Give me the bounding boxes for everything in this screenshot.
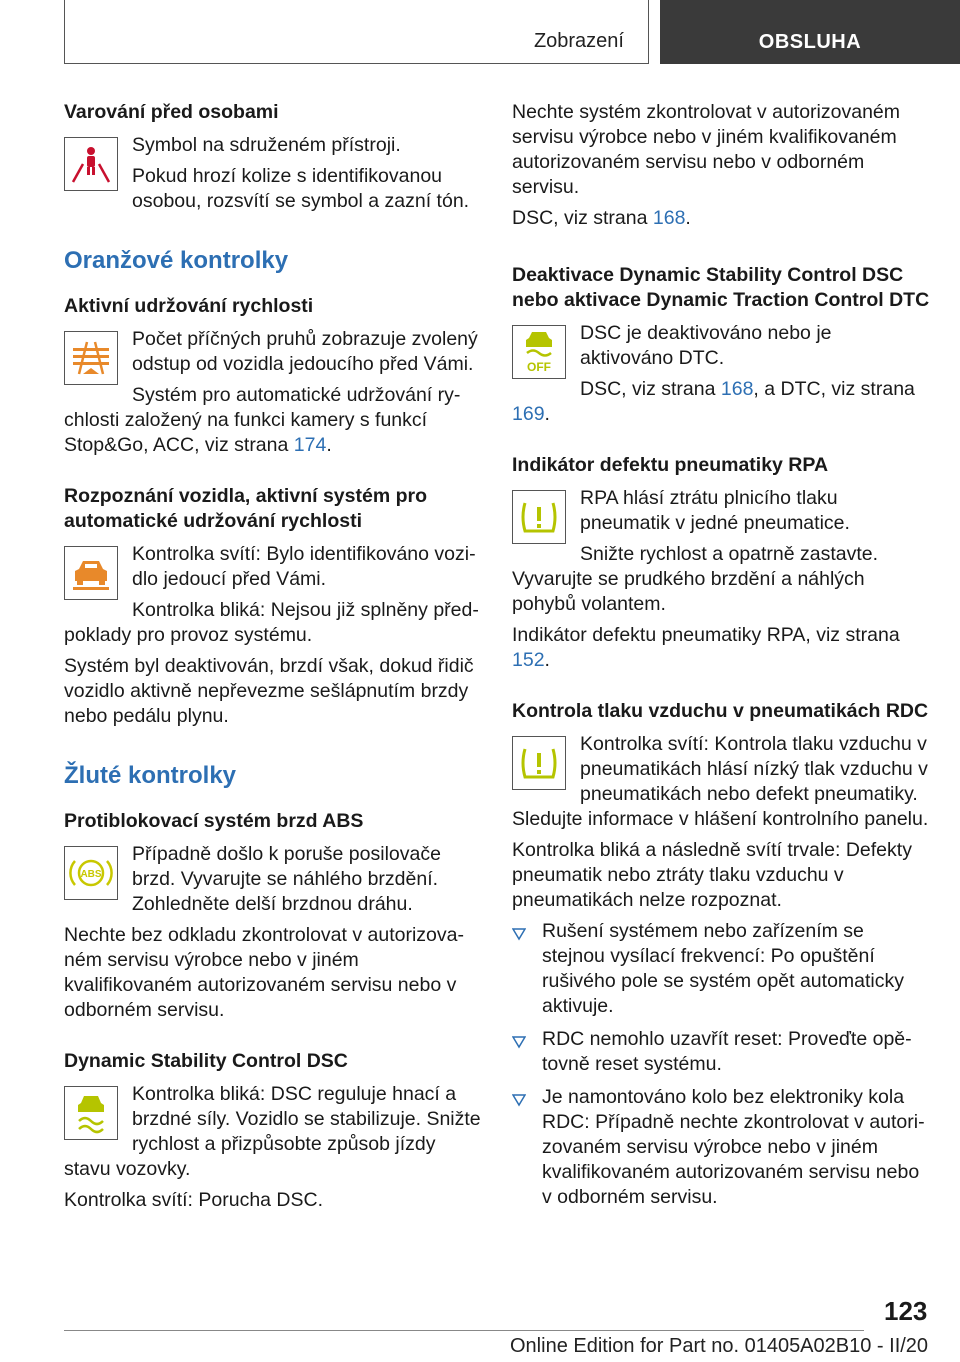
bullet-text: RDC nemohlo uzavřít reset: Proveďte opětovně reset systému. [542, 1028, 912, 1075]
heading-active-cruise: Aktivní udržování rychlosti [64, 295, 314, 317]
dsc-text-4 [512, 206, 930, 231]
rpa-text-2: Snižte rychlost a opatrně zastavte. Vyvarujte se prudkého brzdění a náhlých pohybů volantem. [512, 543, 879, 615]
dsc-text-4-post: . [685, 207, 691, 229]
dsc-off-block [512, 321, 930, 427]
vehicle-block [64, 542, 482, 729]
bullet-text: Rušení systémem nebo zařízením se stejnou vysílací frekvencí: Po opuštění rušivého pole se systém opět automaticky aktivuje. [542, 920, 905, 1017]
abs-text-1: Případně došlo k poruše posilovače brzd. Vyvarujte se náhlého brzdění. Zohledněte delší brzdnou dráhu. [132, 843, 441, 915]
cruise-text-2-pre: Systém pro automatické udržování rychlosti založený na funkci kamery s funkcí Stop&Go, ACC, viz strana [64, 384, 461, 456]
heading-orange-lights: Oranžové kontrolky [64, 247, 289, 274]
page-link-169[interactable]: 169 [512, 403, 545, 425]
svg-text:ABS: ABS [80, 869, 102, 880]
dsc-skid-icon [64, 1086, 118, 1140]
rpa-text-3-post: . [544, 649, 550, 671]
heading-yellow-lights: Žluté kontrolky [64, 762, 237, 789]
abs-block [64, 842, 482, 1023]
heading-rdc: Kontrola tlaku vzduchu v pneumatikách RDC [512, 700, 929, 722]
left-column [64, 100, 482, 1219]
dsc-off-text-2 [512, 377, 930, 427]
dsc-off-text-2-c: . [544, 403, 550, 425]
abs-icon [64, 846, 118, 900]
vehicle-text-3: Systém byl deaktivován, brzdí však, dokud řidič vozidlo aktivně nepřevezme sešlápnutím brzdy nebo pedálu plynu. [64, 655, 474, 727]
list-item [512, 1085, 930, 1210]
heading-dsc: Dynamic Stability Control DSC [64, 1050, 348, 1072]
rdc-text-2: Kontrolka bliká a následně svítí trvale: Defekty pneumatik nebo ztráty tlaku vzduchu v pneumatikách nelze rozpoznat. [512, 839, 912, 911]
rdc-bullet-list [512, 919, 930, 1210]
car-detected-icon [64, 546, 118, 600]
dsc-off-text-1: DSC je deaktivováno nebo je aktivováno DTC. [580, 322, 832, 369]
cruise-block [64, 327, 482, 458]
svg-text:OFF: OFF [527, 360, 551, 374]
rpa-block [512, 486, 930, 673]
heading-abs: Protiblokovací systém brzd ABS [64, 810, 364, 832]
footer-divider [64, 1330, 864, 1331]
rdc-block [512, 732, 930, 913]
triangle-bullet-icon [512, 1089, 526, 1114]
footer-edition: Online Edition for Part no. 01405A02B10 - II/20 [510, 1335, 929, 1357]
header-box [64, 0, 649, 64]
page-number: 123 [884, 1296, 928, 1326]
heading-vehicle-detection: Rozpoznání vozidla, aktivní systém pro automatické udržování rychlosti [64, 485, 427, 532]
heading-rpa: Indikátor defektu pneumatiky RPA [512, 454, 829, 476]
vehicle-text-2: Kontrolka bliká: Nejsou již splněny předpoklady pro provoz systému. [64, 599, 479, 646]
dsc-text-3: Nechte systém zkontrolovat v autorizovaném servisu výrobce nebo v jiném kvalifikovaném autorizovaném servisu nebo v odborném servisu. [512, 101, 901, 198]
dsc-text-2: Kontrolka svítí: Porucha DSC. [64, 1189, 324, 1211]
cruise-text-2-post: . [326, 434, 332, 456]
vehicle-text-1: Kontrolka svítí: Bylo identifikováno vozidlo jedoucí před Vámi. [132, 543, 476, 590]
rpa-text-3-pre: Indikátor defektu pneumatiky RPA, viz strana [512, 624, 900, 646]
dsc-text-1: Kontrolka bliká: DSC reguluje hnací a brzdné síly. Vozidlo se stabilizuje. Snižte rychlost a přizpůsobte způsob jízdy stavu vozovky. [64, 1083, 481, 1180]
rpa-text-1: RPA hlásí ztrátu plnicího tlaku pneumatik v jedné pneumatice. [580, 487, 850, 534]
distance-bars-icon [64, 331, 118, 385]
header-section-title: Zobrazení [533, 30, 624, 52]
list-item [512, 919, 930, 1019]
dsc-text-4-pre: DSC, viz strana [512, 207, 653, 229]
dsc-block [64, 1082, 482, 1213]
cruise-text-1: Počet příčných pruhů zobrazuje zvolený odstup od vozidla jedoucího před Vámi. [132, 328, 478, 375]
header-chapter-tab: OBSLUHA [660, 0, 960, 64]
dsc-off-icon [512, 325, 566, 379]
abs-text-2: Nechte bez odkladu zkontrolovat v autorizovaném servisu výrobce nebo v jiném kvalifikovaném autorizovaném servisu nebo v odborném servisu. [64, 924, 464, 1021]
list-item [512, 1027, 930, 1077]
pedestrian-block [64, 133, 482, 214]
pedestrian-text-2: Pokud hrozí kolize s identifikovanou osobou, rozsvítí se symbol a zazní tón. [132, 165, 470, 212]
rdc-text-1: Kontrolka svítí: Kontrola tlaku vzduchu v pneumatikách hlásí nízký tlak vzduchu v pneumatikách nebo defekt pneumatiky. Sledujte informace v hlášení kontrolního panelu. [512, 733, 929, 830]
page-link-174[interactable]: 174 [293, 434, 327, 456]
triangle-bullet-icon [512, 923, 526, 948]
page-link-168b[interactable]: 168 [720, 378, 754, 400]
cruise-text-2 [64, 383, 482, 458]
heading-pedestrian-warning: Varování před osobami [64, 101, 279, 123]
right-column [512, 100, 930, 1218]
dsc-off-text-2-b: , a DTC, viz strana [753, 378, 915, 400]
pedestrian-text-1: Symbol na sdruženém přístroji. [132, 134, 401, 156]
tire-pressure-icon [512, 490, 566, 544]
dsc-off-text-2-a: DSC, viz strana [580, 378, 721, 400]
pedestrian-warning-icon [64, 137, 118, 191]
tire-pressure-rdc-icon [512, 736, 566, 790]
heading-dsc-off: Deaktivace Dynamic Stability Control DSC nebo aktivace Dynamic Traction Control DTC [512, 264, 930, 311]
bullet-text: Je namontováno kolo bez elektroniky kola RDC: Případně nechte zkontrolovat v autorizovaném servisu výrobce nebo v jiném kvalifikovaném autorizovaném servisu nebo v odborném servisu. [542, 1086, 925, 1208]
triangle-bullet-icon [512, 1031, 526, 1056]
rpa-text-3 [512, 623, 930, 673]
page-link-168[interactable]: 168 [652, 207, 686, 229]
page-link-152[interactable]: 152 [512, 649, 545, 671]
